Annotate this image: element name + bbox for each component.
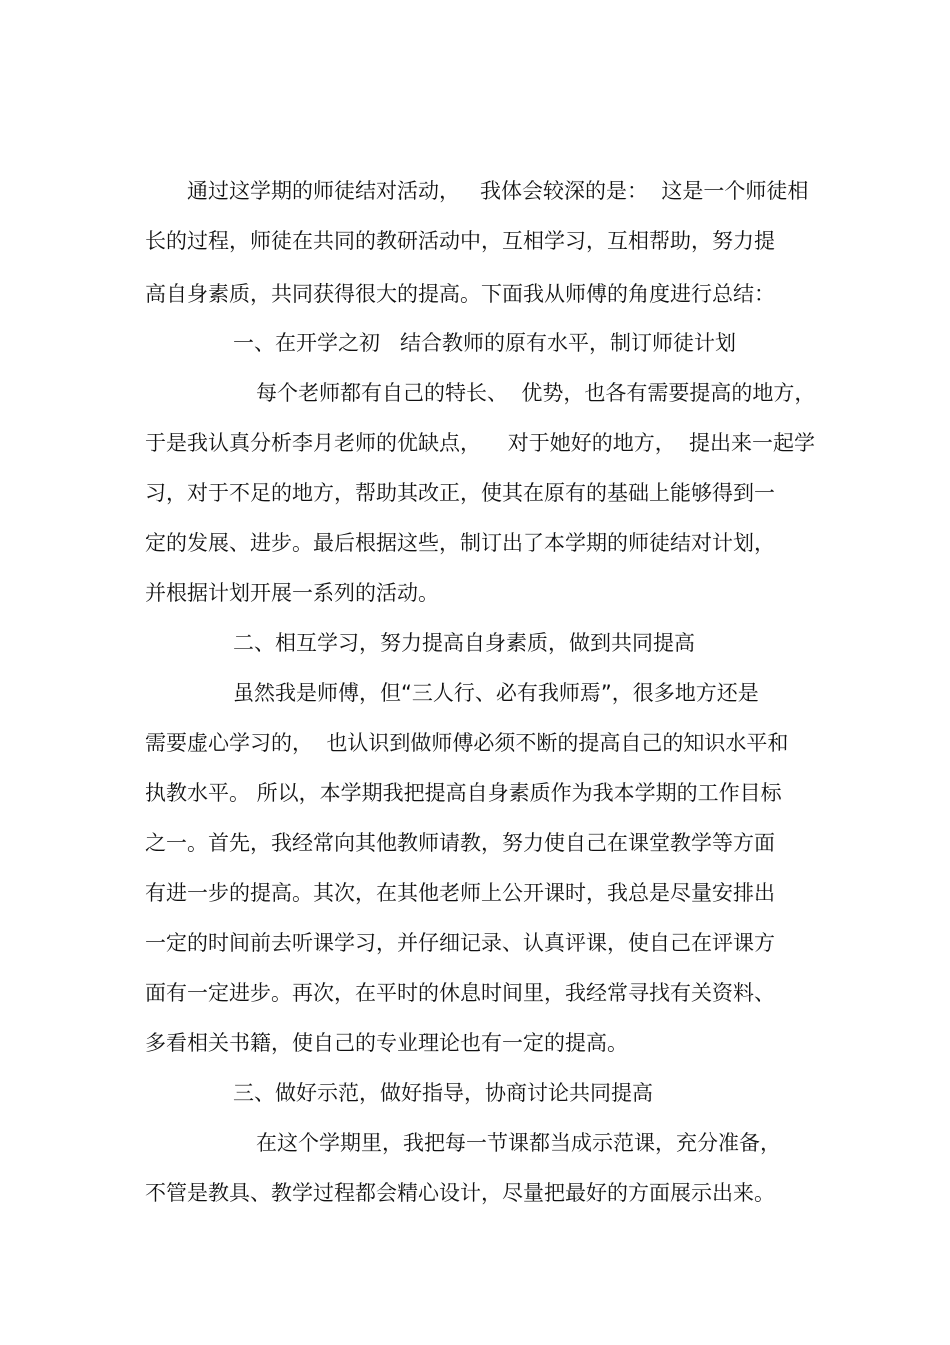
- section-heading: 三、做好示范，做好指导，协商讨论共同提高: [233, 1081, 653, 1105]
- paragraph-line: 习，对于不足的地方，帮助其改正，使其在原有的基础上能够得到一: [145, 481, 775, 505]
- paragraph-line: 执教水平。 所以，本学期我把提高自身素质作为我本学期的工作目标: [145, 781, 782, 805]
- paragraph-line: 并根据计划开展一系列的活动。: [145, 581, 439, 605]
- paragraph-line: 每个老师都有自己的特长、 优势，也各有需要提高的地方，: [256, 381, 816, 405]
- paragraph-line: 多看相关书籍，使自己的专业理论也有一定的提高。: [145, 1031, 628, 1055]
- paragraph-line: 于是我认真分析李月老师的优缺点， 对于她好的地方， 提出来一起学: [145, 431, 816, 455]
- section-heading: 二、相互学习，努力提高自身素质，做到共同提高: [233, 631, 695, 655]
- paragraph-line: 高自身素质，共同获得很大的提高。下面我从师傅的角度进行总结：: [145, 282, 775, 306]
- paragraph-line: 有进一步的提高。其次，在其他老师上公开课时，我总是尽量安排出: [145, 881, 775, 905]
- paragraph-line: 定的发展、进步。最后根据这些，制订出了本学期的师徒结对计划，: [145, 531, 775, 555]
- paragraph-line: 需要虚心学习的， 也认识到做师傅必须不断的提高自己的知识水平和: [145, 731, 789, 755]
- paragraph-line: 通过这学期的师徒结对活动， 我体会较深的是： 这是一个师徒相: [187, 179, 809, 203]
- paragraph-line: 虽然我是师傅，但“三人行、必有我师焉”，很多地方还是: [233, 681, 759, 705]
- paragraph-line: 面有一定进步。再次，在平时的休息时间里，我经常寻找有关资料、: [145, 981, 775, 1005]
- paragraph-line: 在这个学期里，我把每一节课都当成示范课，充分准备，: [256, 1131, 781, 1155]
- paragraph-line: 一定的时间前去听课学习，并仔细记录、认真评课，使自己在评课方: [145, 931, 775, 955]
- paragraph-line: 之一。首先，我经常向其他教师请教，努力使自己在课堂教学等方面: [145, 831, 775, 855]
- section-heading: 一、在开学之初 结合教师的原有水平，制订师徒计划: [233, 331, 737, 355]
- paragraph-line: 长的过程，师徒在共同的教研活动中，互相学习，互相帮助，努力提: [145, 229, 775, 253]
- paragraph-line: 不管是教具、教学过程都会精心设计，尽量把最好的方面展示出来。: [145, 1181, 775, 1205]
